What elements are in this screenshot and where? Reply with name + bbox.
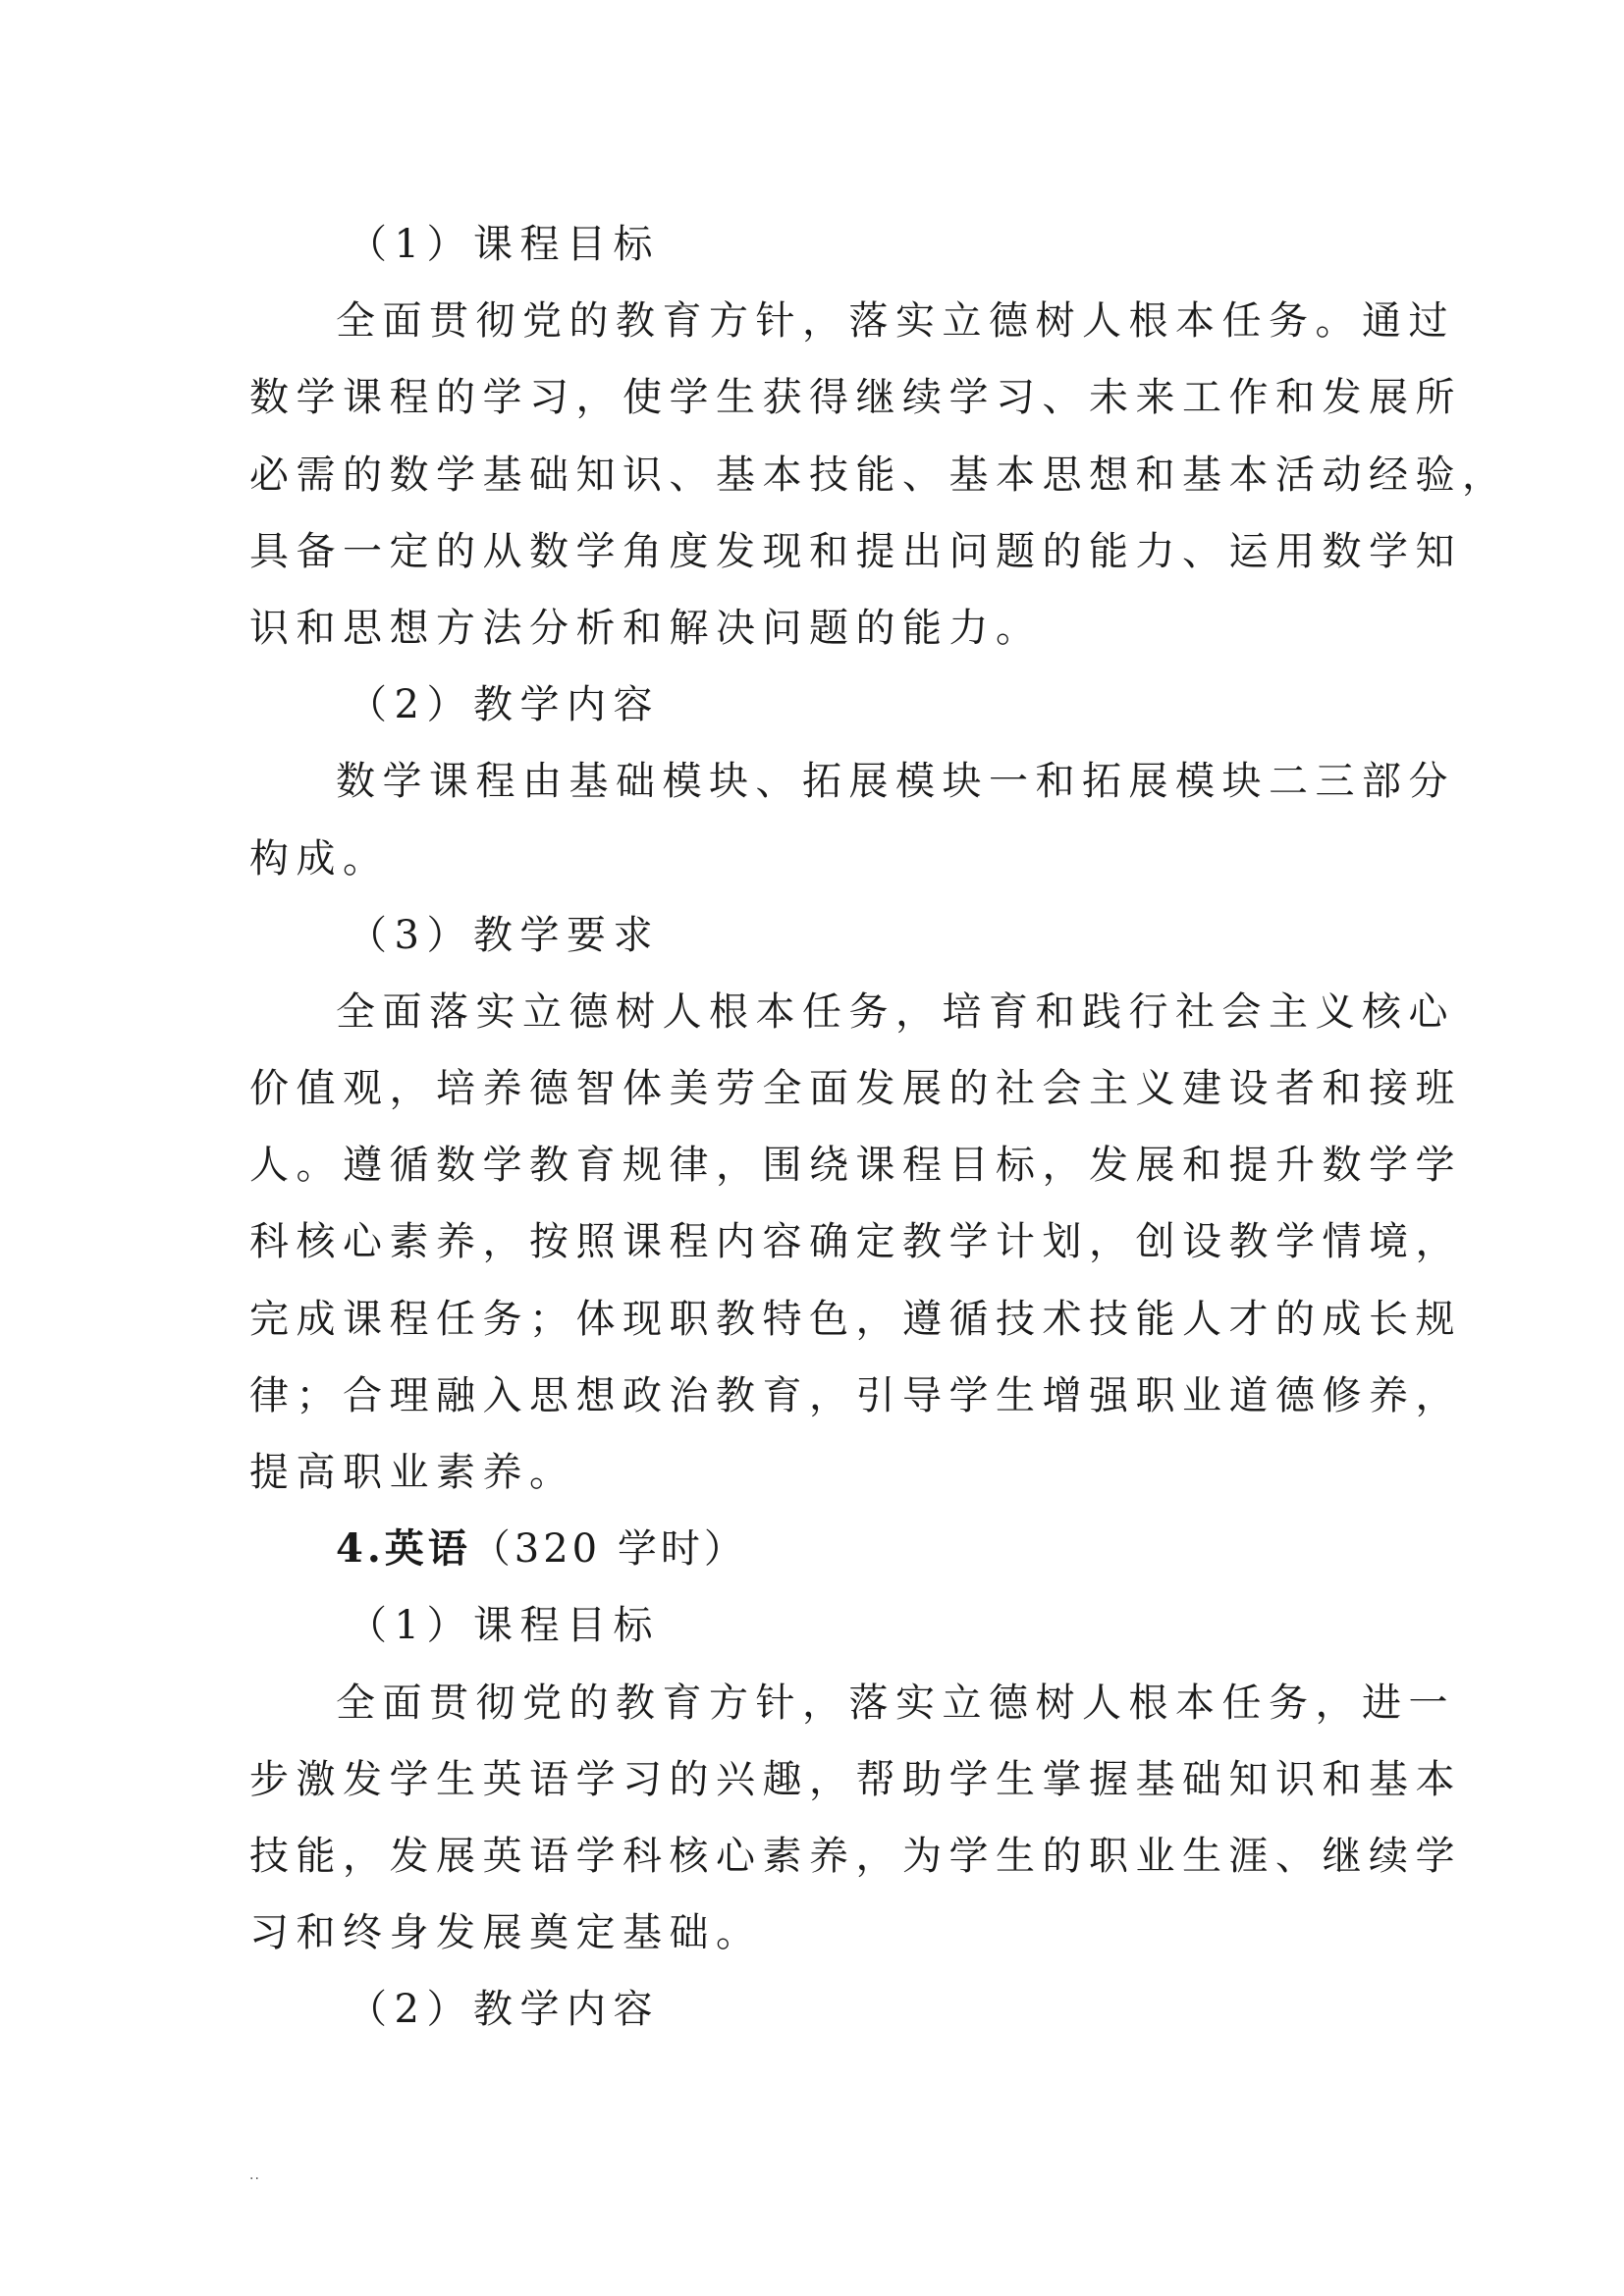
paragraph-line: 构成。 [249,835,390,881]
section-heading-english [249,1511,1388,1587]
paragraph-line: 必需的数学基础知识、基本技能、基本思想和基本活动经验， [249,452,1509,498]
subheading-teaching-content: （2）教学内容 [348,1987,660,2033]
subheading-teaching-content: （2）教学内容 [348,682,660,728]
paragraph-line: 技能，发展英语学科核心素养，为学生的职业生涯、继续学 [249,1833,1462,1879]
paragraph-line: 全面落实立德树人根本任务，培育和践行社会主义核心 [336,988,1455,1035]
subheading-course-objective: （1）课程目标 [348,1603,660,1649]
paragraph-line: 提高职业素养。 [249,1450,576,1495]
paragraph-line: 数学课程的学习，使学生获得继续学习、未来工作和发展所 [249,375,1462,421]
subheading-course-objective: （1）课程目标 [348,222,660,267]
paragraph-line: 价值观，培养德智体美劳全面发展的社会主义建设者和接班 [249,1066,1462,1112]
section-hours: （320 学时） [470,1526,747,1573]
paragraph-line: 全面贯彻党的教育方针，落实立德树人根本任务。通过 [336,298,1455,345]
section-title: 英语 [384,1525,471,1573]
paragraph-line: 习和终身发展奠定基础。 [249,1910,763,1956]
section-number: 4. [336,1525,385,1573]
paragraph-line: 识和思想方法分析和解决问题的能力。 [249,605,1043,651]
paragraph-line: 律；合理融入思想政治教育，引导学生增强职业道德修养， [249,1372,1462,1418]
paragraph-line: 数学课程由基础模块、拓展模块一和拓展模块二三部分 [336,759,1455,805]
paragraph-line: 具备一定的从数学角度发现和提出问题的能力、运用数学知 [249,528,1462,574]
paragraph-line: 科核心素养，按照课程内容确定教学计划，创设教学情境， [249,1219,1462,1265]
paragraph-line: 步激发学生英语学习的兴趣，帮助学生掌握基础知识和基本 [249,1756,1462,1802]
subheading-teaching-requirements: （3）教学要求 [348,912,660,958]
footer-mark: .. [249,2167,260,2183]
document-body [249,206,1509,2049]
paragraph-line: 人。遵循数学教育规律，围绕课程目标，发展和提升数学学 [249,1143,1462,1189]
paragraph-line: 全面贯彻党的教育方针，落实立德树人根本任务，进一 [336,1680,1455,1726]
paragraph-line: 完成课程任务；体现职教特色，遵循技术技能人才的成长规 [249,1296,1462,1342]
